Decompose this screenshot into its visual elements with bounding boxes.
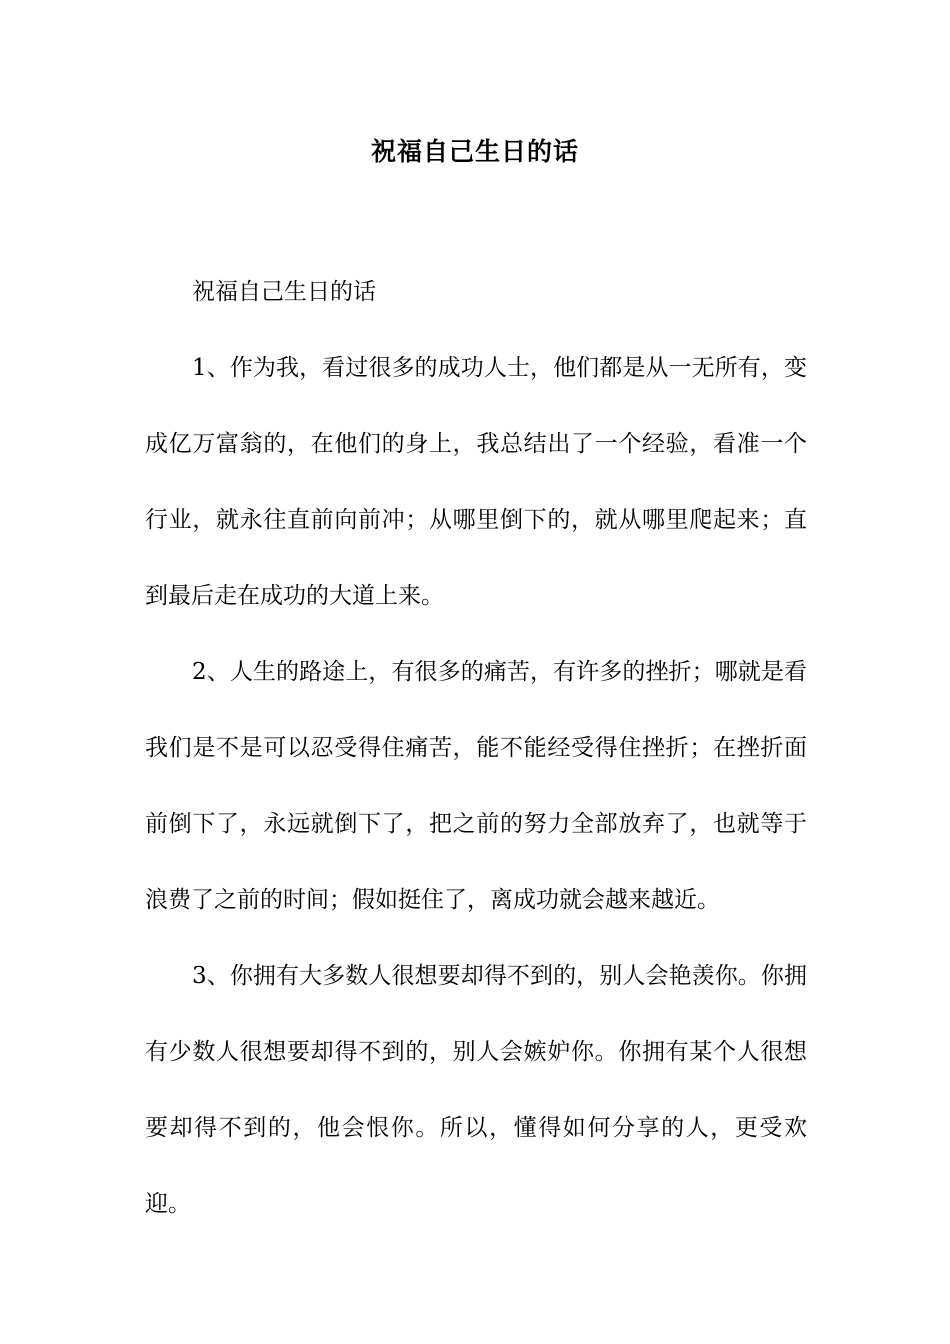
document-body — [145, 254, 807, 1242]
paragraph-2: 2、人生的路途上，有很多的痛苦，有许多的挫折；哪就是看我们是不是可以忍受得住痛苦，能不能经受得住挫折；在挫折面前倒下了，永远就倒下了，把之前的努力全部放弃了，也就等于浪费了之前的时间；假如挺住了，离成功就会越来越近。 — [145, 659, 807, 913]
document-title: 祝福自己生日的话 — [370, 137, 579, 166]
paragraph-3: 3、你拥有大多数人很想要却得不到的，别人会艳羡你。你拥有少数人很想要却得不到的，别人会嫉妒你。你拥有某个人很想要却得不到的，他会恨你。所以，懂得如何分享的人，更受欢迎。 — [145, 963, 807, 1217]
paragraph-1: 1、作为我，看过很多的成功人士，他们都是从一无所有，变成亿万富翁的，在他们的身上，我总结出了一个经验，看准一个行业，就永往直前向前冲；从哪里倒下的，就从哪里爬起来；直到最后走在成功的大道上来。 — [145, 355, 807, 609]
paragraph-subtitle: 祝福自己生日的话 — [192, 279, 376, 305]
